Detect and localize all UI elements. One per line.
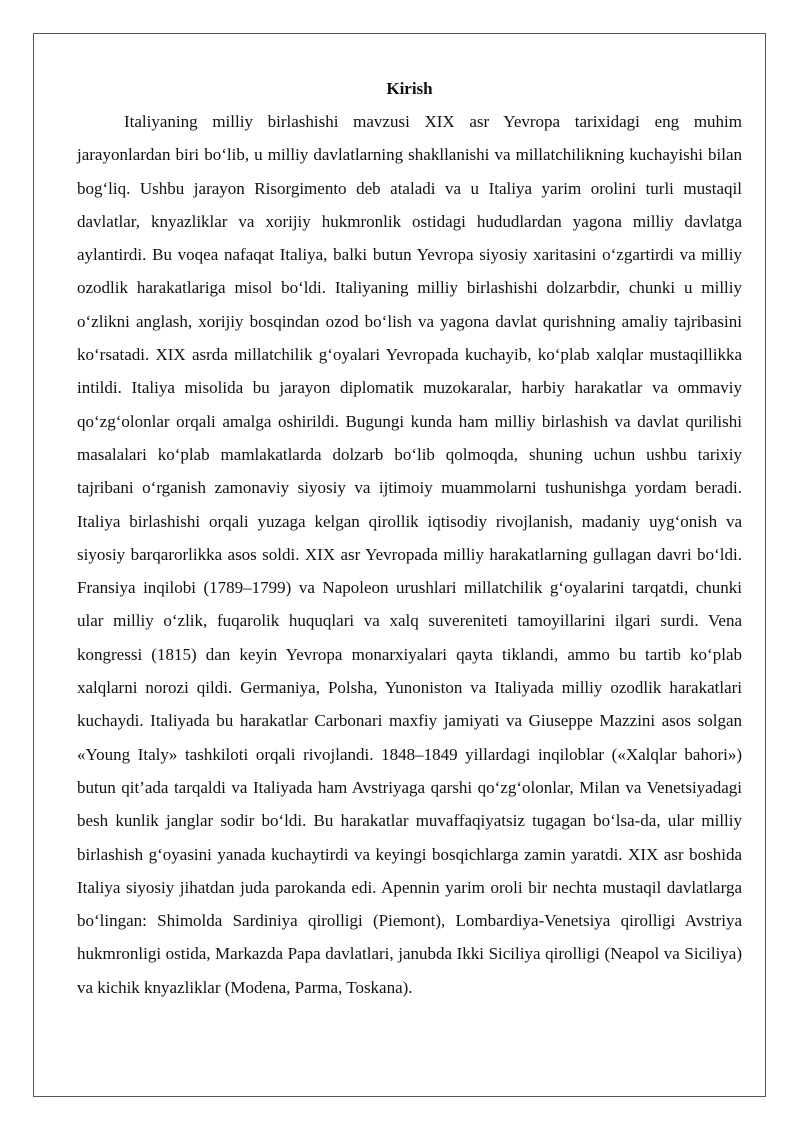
document-body [77, 72, 742, 1004]
main-paragraph: Italiyaning milliy birlashishi mavzusi XIX asr Yevropa tarixidagi eng muhim jarayonlardan biri bo‘lib, u milliy davlatlarning shakllanishi va millatchilikning kuchayishi bilan bog‘liq. Ushbu jarayon Risorgimento deb ataladi va u Italiya yarim orolini turli mustaqil davlatlar, knyazliklar va xorijiy hukmronlik ostidagi hududlardan yagona milliy davlatga aylantirdi. Bu voqea nafaqat Italiya, balki butun Yevropa siyosiy xaritasini o‘zgartirdi va milliy ozodlik harakatlariga misol bo‘ldi. Italiyaning milliy birlashishi dolzarbdir, chunki u milliy o‘zlikni anglash, xorijiy bosqindan ozod bo‘lish va yagona davlat qurishning amaliy tajribasini ko‘rsatadi. XIX asrda millatchilik g‘oyalari Yevropada kuchayib, ko‘plab xalqlar mustaqillikka intildi. Italiya misolida bu jarayon diplomatik muzokaralar, harbiy harakatlar va ommaviy qo‘zg‘olonlar orqali amalga oshirildi. Bugungi kunda ham milliy birlashish va davlat qurilishi masalalari ko‘plab mamlakatlarda dolzarb bo‘lib qolmoqda, shuning uchun ushbu tarixiy tajribani o‘rganish zamonaviy siyosiy va ijtimoiy muammolarni tushunishga yordam beradi. Italiya birlashishi orqali yuzaga kelgan qirollik iqtisodiy rivojlanish, madaniy uyg‘onish va siyosiy barqarorlikka asos soldi. XIX asr Yevropada milliy harakatlarning gullagan davri bo‘ldi. Fransiya inqilobi (1789–1799) va Napoleon urushlari millatchilik g‘oyalarini tarqatdi, chunki ular milliy o‘zlik, fuqarolik huquqlari va xalq suvereniteti tamoyillarini ilgari surdi. Vena kongressi (1815) dan keyin Yevropa monarxiyalari qayta tiklandi, ammo bu tartib ko‘plab xalqlarni norozi qildi. Germaniya, Polsha, Yunoniston va Italiyada milliy ozodlik harakatlari kuchaydi. Italiyada bu harakatlar Carbonari maxfiy jamiyati va Giuseppe Mazzini asos solgan «Young Italy» tashkiloti orqali rivojlandi. 1848–1849 yillardagi inqiloblar («Xalqlar bahori») butun qit’ada tarqaldi va Italiyada ham Avstriyaga qarshi qo‘zg‘olonlar, Milan va Venetsiyadagi besh kunlik janglar sodir bo‘ldi. Bu harakatlar muvaffaqiyatsiz tugagan bo‘lsa-da, ular milliy birlashish g‘oyasini yanada kuchaytirdi va keyingi bosqichlarga zamin yaratdi. XIX asr boshida Italiya siyosiy jihatdan juda parokanda edi. Apennin yarim oroli bir nechta mustaqil davlatlarga bo‘lingan: Shimolda Sardiniya qirolligi (Piemont), Lombardiya-Venetsiya qirolligi Avstriya hukmronligi ostida, Markazda Papa davlatlari, janubda Ikki Siciliya qirolligi (Neapol va Siciliya) va kichik knyazliklar (Modena, Parma, Toskana). [77, 112, 742, 997]
document-heading: Kirish [386, 79, 433, 98]
